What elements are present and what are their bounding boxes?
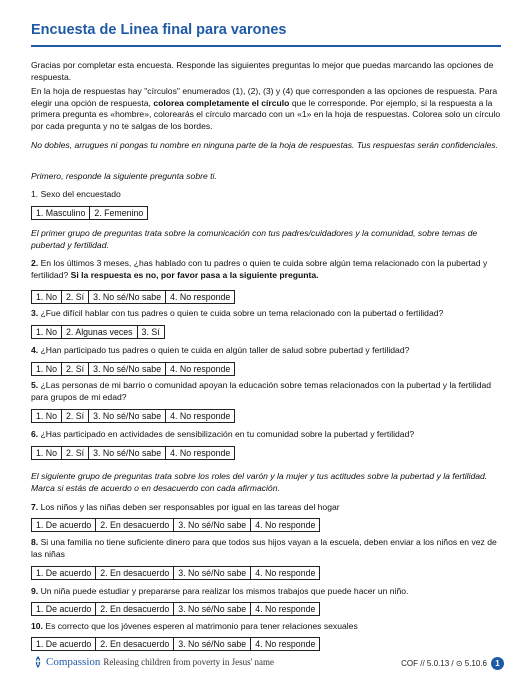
question-number: 6. xyxy=(31,429,39,439)
intro-p2-emphasis: colorea completamente el círculo xyxy=(153,97,290,108)
question-8 xyxy=(31,537,503,560)
option[interactable]: 1. No xyxy=(32,447,62,459)
question-4 xyxy=(31,345,503,357)
option[interactable]: 4. No responde xyxy=(255,639,316,649)
page-title: Encuesta de Linea final para varones xyxy=(31,22,287,38)
options-q3 xyxy=(31,325,165,339)
option[interactable]: 1. De acuerdo xyxy=(32,567,96,579)
option[interactable]: 4. No responde xyxy=(170,411,231,421)
option[interactable]: 1. De acuerdo xyxy=(32,603,96,615)
question-text: Sexo del encuestado xyxy=(40,189,121,199)
question-number: 4. xyxy=(31,345,39,355)
question-text: ¿Has participado en actividades de sensibilización en tu comunidad sobre la pubertad y fertilidad? xyxy=(40,429,415,439)
footer-brand xyxy=(31,655,274,669)
question-5 xyxy=(31,380,503,403)
question-number: 1. xyxy=(31,189,39,199)
option[interactable]: 1. No xyxy=(32,363,62,375)
option[interactable]: 2. Sí xyxy=(62,410,89,422)
question-1 xyxy=(31,189,503,201)
question-number: 3. xyxy=(31,308,39,318)
option[interactable]: 2. Femenino xyxy=(94,208,144,218)
question-3 xyxy=(31,308,503,320)
question-number: 8. xyxy=(31,537,39,547)
version-code: COF // 5.0.13 / ⊙ 5.10.6 xyxy=(401,659,487,668)
options-q4 xyxy=(31,362,235,376)
question-number: 9. xyxy=(31,586,39,596)
option[interactable]: 3. No sé/No sabe xyxy=(174,567,251,579)
question-number: 2. xyxy=(31,258,39,268)
options-q5 xyxy=(31,409,235,423)
compassion-logo-icon xyxy=(31,655,45,669)
question-6 xyxy=(31,429,503,441)
intro-paragraph-2 xyxy=(31,86,501,132)
options-q9 xyxy=(31,602,320,616)
option[interactable]: 2. Sí xyxy=(62,447,89,459)
options-q10 xyxy=(31,637,320,651)
question-text: ¿Han participado tus padres o quien te cuida en algún taller de salud sobre pubertad y fertilidad? xyxy=(40,345,410,355)
question-7 xyxy=(31,502,503,514)
option[interactable]: 2. En desacuerdo xyxy=(96,638,174,650)
option[interactable]: 2. Algunas veces xyxy=(62,326,138,338)
intro-paragraph-3: No dobles, arrugues ni pongas tu nombre en ninguna parte de la hoja de respuestas. Tus respuestas serán confidenciales. xyxy=(31,140,499,150)
option[interactable]: 3. No sé/No sabe xyxy=(89,447,166,459)
section-1-intro: El primer grupo de preguntas trata sobre la comunicación con tus padres/cuidadores y la comunidad, sobre temas de pubertad y fertilidad. xyxy=(31,228,478,250)
title-divider xyxy=(31,45,501,47)
option[interactable]: 4. No responde xyxy=(255,604,316,614)
question-text: Si una familia no tiene suficiente dinero para que todos sus hijos vayan a la escuela, deben enviar a los niños en vez de las niñas xyxy=(31,537,497,559)
options-q7 xyxy=(31,518,320,532)
option[interactable]: 4. No responde xyxy=(170,364,231,374)
option[interactable]: 4. No responde xyxy=(170,448,231,458)
option[interactable]: 2. Sí xyxy=(62,363,89,375)
intro-p2-part-a: En la hoja de respuestas hay "círculos" enumerados (1), (2), (3) y (4) que corresponden a las opciones de respuesta. Para elegir una opción de respuesta, xyxy=(31,86,498,108)
question-text: ¿Fue difícil hablar con tus padres o quien te cuida sobre un tema relacionado con la pubertad o fertilidad? xyxy=(40,308,444,318)
options-q8 xyxy=(31,566,320,580)
option[interactable]: 3. No sé/No sabe xyxy=(174,519,251,531)
option[interactable]: 3. No sé/No sabe xyxy=(174,603,251,615)
page-number-badge: 1 xyxy=(491,657,504,670)
option[interactable]: 2. En desacuerdo xyxy=(96,519,174,531)
question-number: 5. xyxy=(31,380,39,390)
question-9 xyxy=(31,586,503,598)
option[interactable]: 2. En desacuerdo xyxy=(96,567,174,579)
option[interactable]: 3. No sé/No sabe xyxy=(89,363,166,375)
question-text: ¿Las personas de mi barrio o comunidad apoyan la educación sobre temas relacionados con la pubertad y la fertilidad para grupos de mi edad? xyxy=(31,380,492,402)
option[interactable]: 1. De acuerdo xyxy=(32,519,96,531)
intro-paragraph-4: Primero, responde la siguiente pregunta sobre ti. xyxy=(31,171,217,181)
question-text: Es correcto que los jóvenes esperen al matrimonio para tener relaciones sexuales xyxy=(45,621,358,631)
option[interactable]: 1. No xyxy=(32,291,62,303)
option[interactable]: 1. No xyxy=(32,326,62,338)
intro-p2-part-c: que le corresponde. Por ejemplo, si la respuesta a la primera pregunta es «hombre», colorearás el círculo marcado con un «1» en la hoja de respuestas. Colorea solo un círculo por cada pregunta y no te salgas de los bordes. xyxy=(31,97,501,131)
option[interactable]: 2. Sí xyxy=(62,291,89,303)
brand-tagline: Releasing children from poverty in Jesus' name xyxy=(103,657,274,667)
option[interactable]: 4. No responde xyxy=(255,520,316,530)
question-instruction: Si la respuesta es no, por favor pasa a la siguiente pregunta. xyxy=(70,269,319,280)
options-q1 xyxy=(31,206,148,220)
option[interactable]: 1. No xyxy=(32,410,62,422)
option[interactable]: 4. No responde xyxy=(170,292,231,302)
option[interactable]: 3. No sé/No sabe xyxy=(89,410,166,422)
question-text: Un niña puede estudiar y prepararse para realizar los mismos trabajos que puede hacer un niño. xyxy=(40,586,409,596)
option[interactable]: 1. De acuerdo xyxy=(32,638,96,650)
option[interactable]: 3. No sé/No sabe xyxy=(174,638,251,650)
options-q2 xyxy=(31,290,235,304)
question-text: En los últimos 3 meses, ¿has hablado con tu padres o quien te cuida sobre algún tema relacionado con la pubertad y fertilidad? xyxy=(31,258,488,280)
question-text: Los niños y las niñas deben ser responsables por igual en las tareas del hogar xyxy=(40,502,340,512)
option[interactable]: 4. No responde xyxy=(255,568,316,578)
brand-name: Compassion xyxy=(46,656,101,668)
option[interactable]: 3. No sé/No sabe xyxy=(89,291,166,303)
intro-paragraph-1: Gracias por completar esta encuesta. Responde las siguientes preguntas lo mejor que puedas marcando las opciones de respuesta. xyxy=(31,60,494,82)
question-number: 7. xyxy=(31,502,39,512)
section-2-intro: El siguiente grupo de preguntas trata sobre los roles del varón y la mujer y tus actitudes sobre la pubertad y la fertilidad. Marca si estás de acuerdo o en desacuerdo con cada afirmación. xyxy=(31,471,488,493)
footer-meta xyxy=(401,657,504,670)
option[interactable]: 2. En desacuerdo xyxy=(96,603,174,615)
question-number: 10. xyxy=(31,621,43,631)
question-10 xyxy=(31,621,503,633)
option[interactable]: 1. Masculino xyxy=(32,207,90,219)
question-2 xyxy=(31,258,503,281)
option[interactable]: 3. Sí xyxy=(141,327,160,337)
options-q6 xyxy=(31,446,235,460)
